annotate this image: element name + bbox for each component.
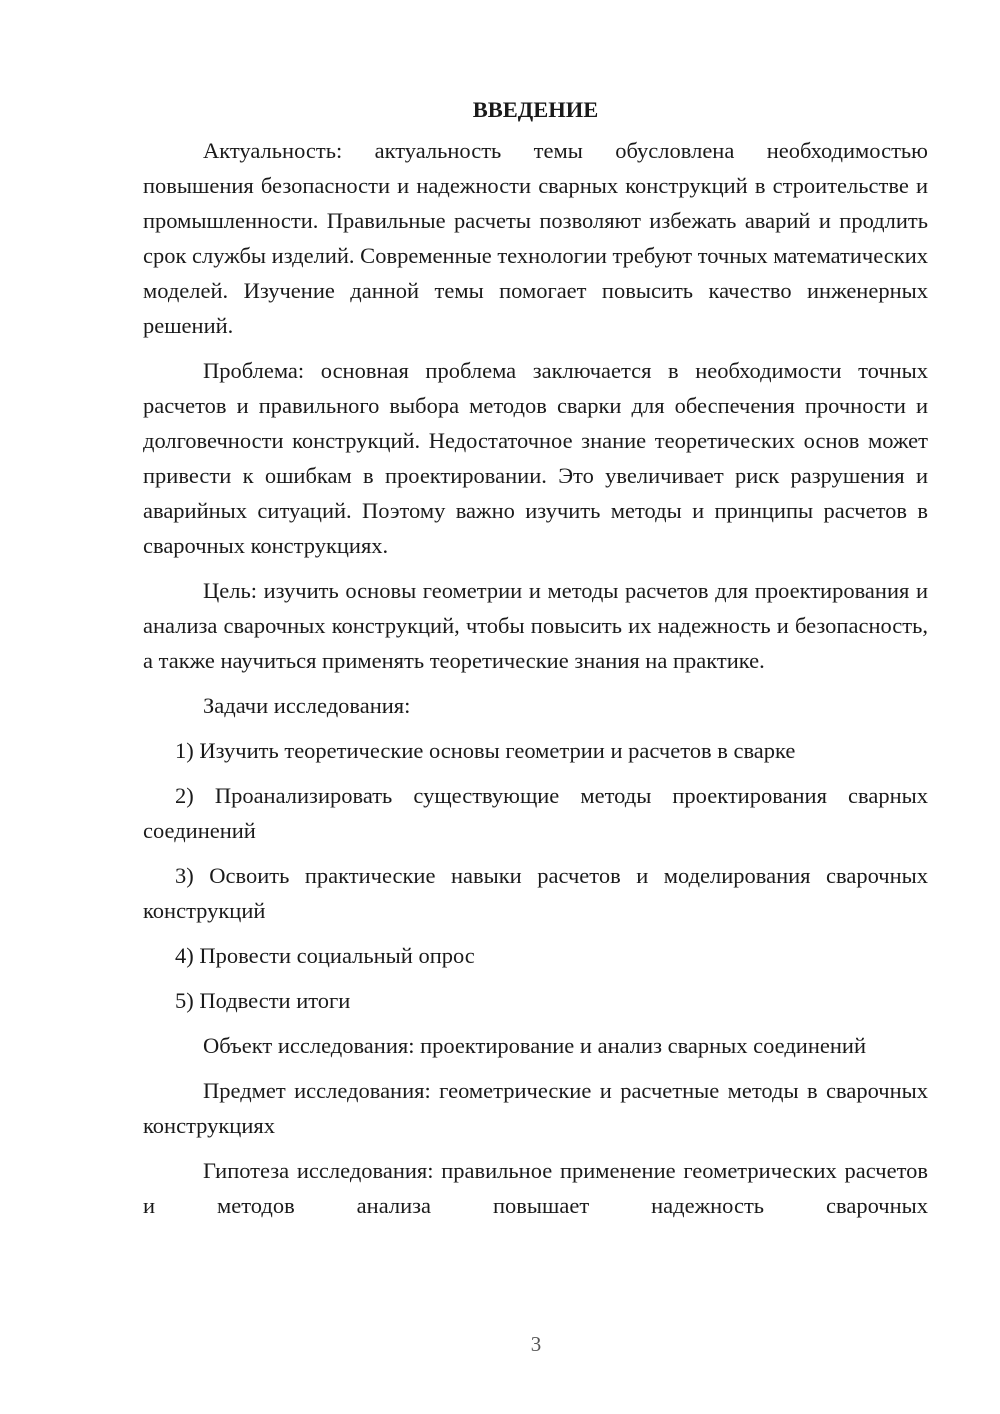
tasks-heading: Задачи исследования:: [203, 693, 411, 718]
task-item-4: 4) Провести социальный опрос: [175, 943, 475, 968]
task-item-2: 2) Проанализировать существующие методы проектирования сварных соединений: [143, 783, 928, 843]
page-number: 3: [530, 1332, 542, 1356]
task-item-5: 5) Подвести итоги: [175, 988, 351, 1013]
goal-paragraph: Цель: изучить основы геометрии и методы расчетов для проектирования и анализа сварочных конструкций, чтобы повысить их надежность и безопасность, а также научиться применять теоретические знания на практике.: [143, 578, 928, 673]
document-body: [143, 92, 928, 1233]
section-title: ВВЕДЕНИЕ: [472, 97, 599, 122]
task-item-3: 3) Освоить практические навыки расчетов и моделирования сварочных конструкций: [143, 863, 928, 923]
hypothesis-paragraph: Гипотеза исследования: правильное применение геометрических расчетов и методов анализа повышает надежность сварочных: [143, 1158, 928, 1218]
relevance-paragraph: Актуальность: актуальность темы обусловлена необходимостью повышения безопасности и надежности сварных конструкций в строительстве и промышленности. Правильные расчеты позволяют избежать аварий и продлить срок службы изделий. Современные технологии требуют точных математических моделей. Изучение данной темы помогает повысить качество инженерных решений.: [143, 138, 928, 338]
object-paragraph: Объект исследования: проектирование и анализ сварных соединений: [203, 1033, 867, 1058]
problem-paragraph: Проблема: основная проблема заключается в необходимости точных расчетов и правильного выбора методов сварки для обеспечения прочности и долговечности конструкций. Недостаточное знание теоретических основ может привести к ошибкам в проектировании. Это увеличивает риск разрушения и аварийных ситуаций. Поэтому важно изучить методы и принципы расчетов в сварочных конструкциях.: [143, 358, 928, 558]
task-item-1: 1) Изучить теоретические основы геометрии и расчетов в сварке: [175, 738, 796, 763]
subject-paragraph: Предмет исследования: геометрические и расчетные методы в сварочных конструкциях: [143, 1078, 928, 1138]
